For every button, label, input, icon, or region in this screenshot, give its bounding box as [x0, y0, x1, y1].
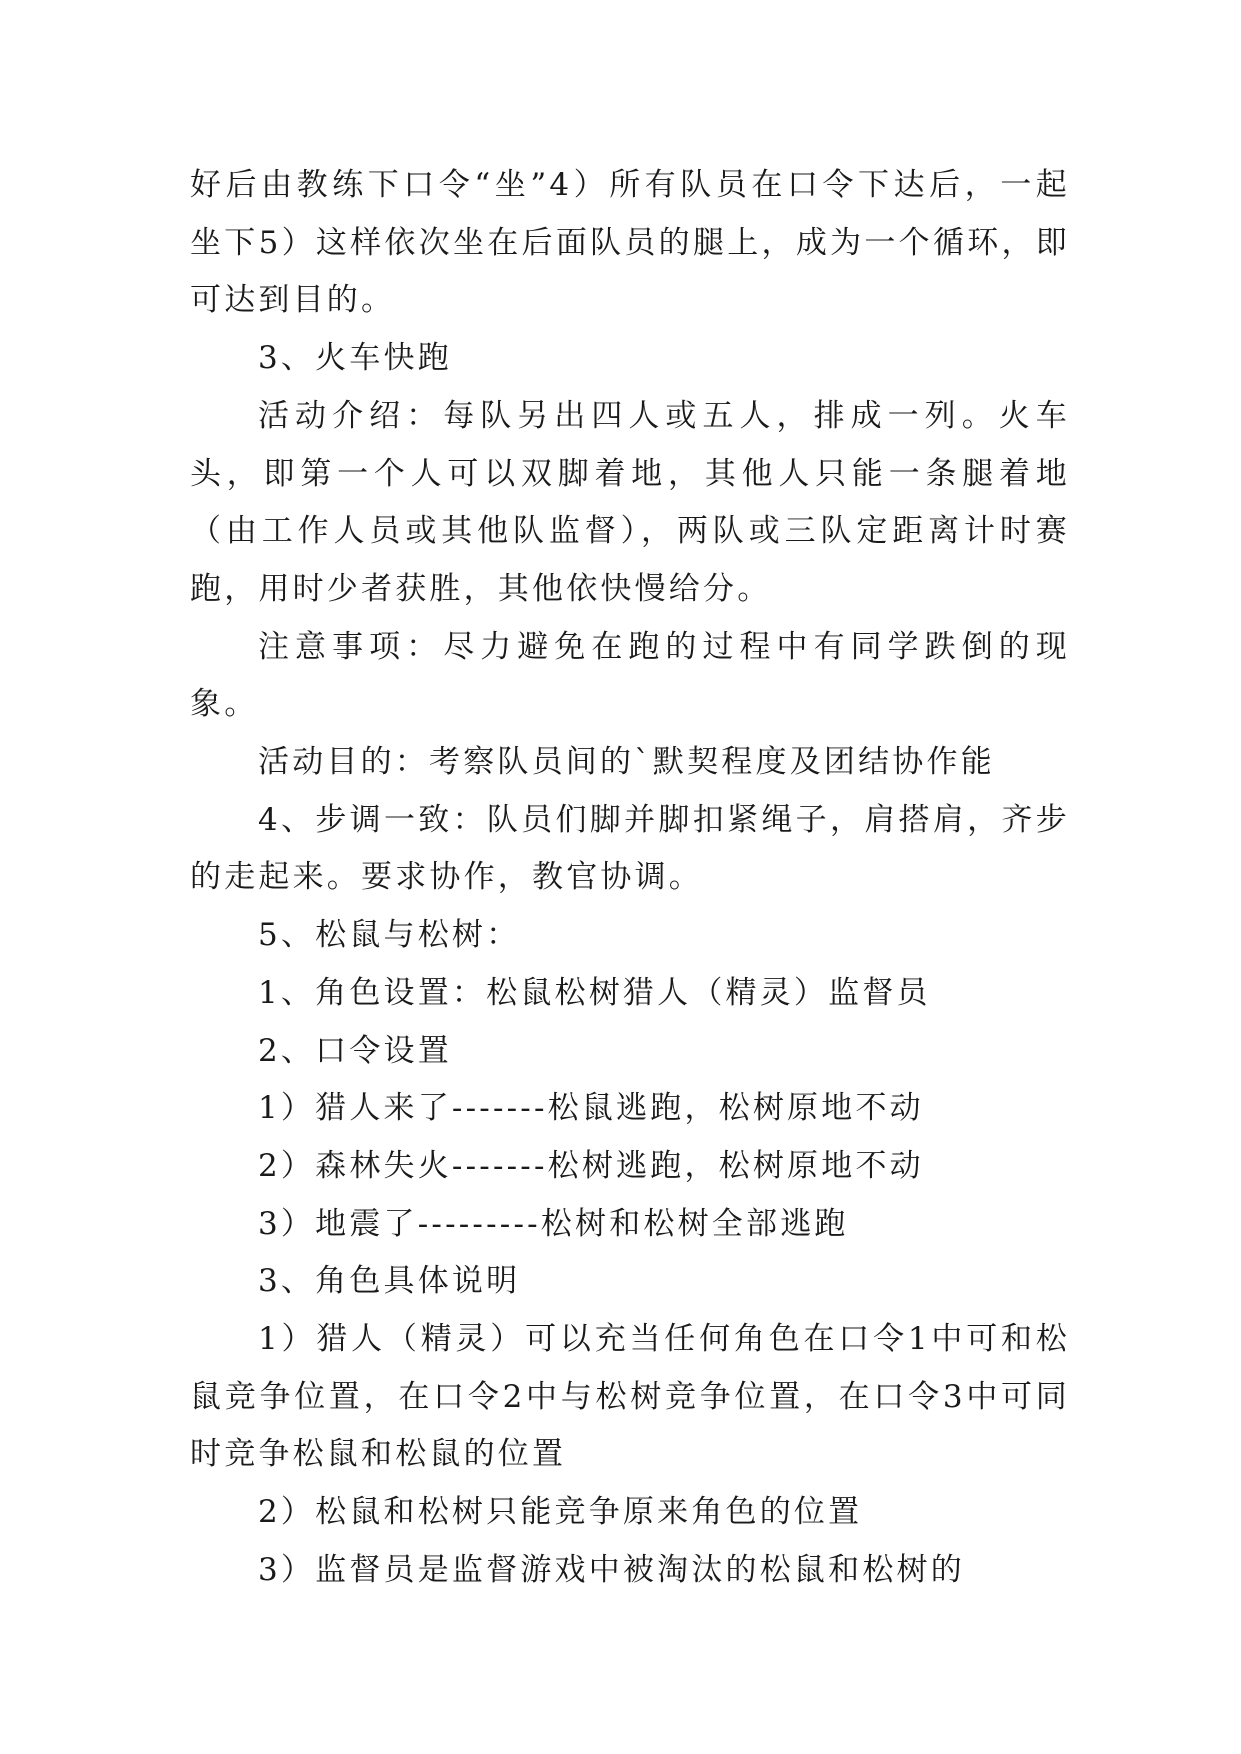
paragraph: 活动介绍：每队另出四人或五人，排成一列。火车头，即第一个人可以双脚着地，其他人只能一条腿着地（由工作人员或其他队监督），两队或三队定距离计时赛跑，用时少者获胜，其他依快慢给分。 — [190, 397, 1070, 607]
paragraph: 2、口令设置 — [258, 1032, 452, 1069]
section-heading: 3、火车快跑 — [258, 340, 452, 377]
list-item: 3）监督员是监督游戏中被淘汰的松鼠和松树的 — [258, 1551, 965, 1588]
document-body — [190, 157, 1070, 1600]
paragraph: 好后由教练下口令“坐”4）所有队员在口令下达后，一起坐下5）这样依次坐在后面队员的腿上，成为一个循环，即可达到目的。 — [190, 167, 1070, 319]
paragraph: 活动目的：考察队员间的`默契程度及团结协作能 — [258, 744, 995, 781]
list-item: 2）松鼠和松树只能竞争原来角色的位置 — [258, 1494, 863, 1531]
list-item: 1）猎人（精灵）可以充当任何角色在口令1中可和松鼠竞争位置，在口令2中与松树竞争位置，在口令3中可同时竞争松鼠和松鼠的位置 — [190, 1321, 1070, 1473]
list-item: 1）猎人来了-------松鼠逃跑，松树原地不动 — [258, 1090, 924, 1127]
paragraph: 3、角色具体说明 — [258, 1263, 521, 1300]
list-item: 3）地震了---------松树和松树全部逃跑 — [258, 1205, 849, 1242]
list-item: 2）森林失火-------松树逃跑，松树原地不动 — [258, 1147, 924, 1184]
paragraph: 1、角色设置：松鼠松树猎人（精灵）监督员 — [258, 974, 931, 1011]
section-heading: 5、松鼠与松树： — [258, 917, 521, 954]
paragraph: 4、步调一致：队员们脚并脚扣紧绳子，肩搭肩，齐步的走起来。要求协作，教官协调。 — [190, 801, 1070, 896]
paragraph: 注意事项：尽力避免在跑的过程中有同学跌倒的现象。 — [190, 628, 1070, 723]
